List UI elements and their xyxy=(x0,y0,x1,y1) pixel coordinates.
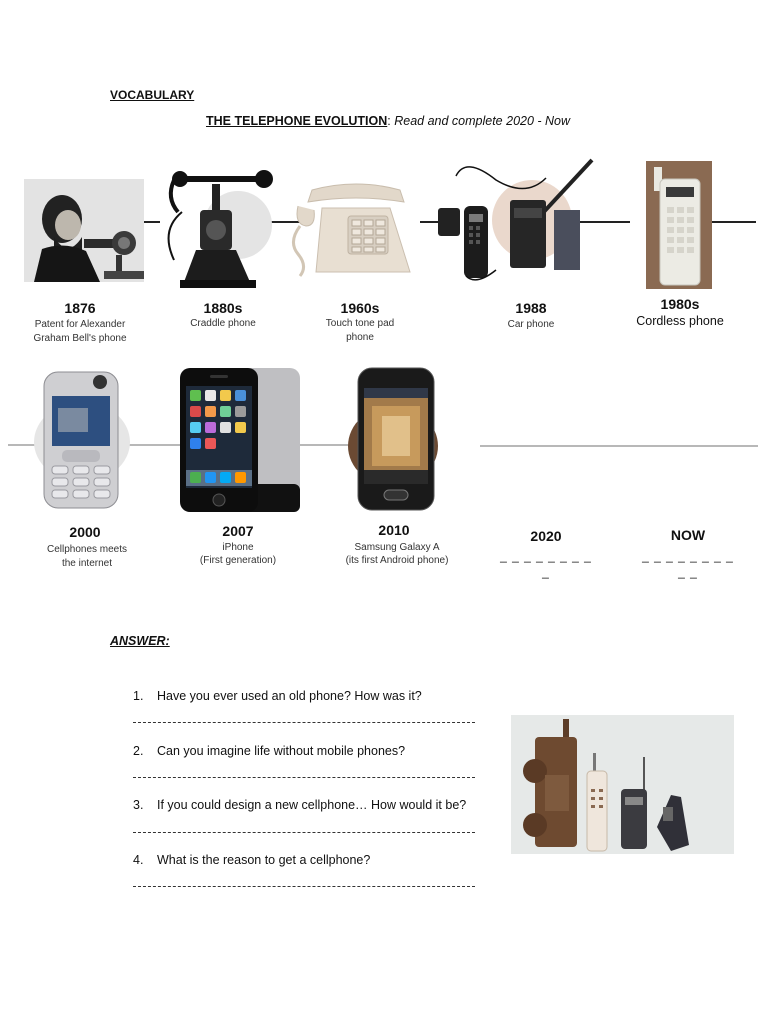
answer-heading: ANSWER: xyxy=(110,634,170,648)
blank-now-line1: _ _ _ _ _ _ _ _ xyxy=(642,549,734,563)
question-3 xyxy=(133,798,466,812)
question-4-number: 4. xyxy=(133,853,144,867)
desc-2010-line1: Samsung Galaxy A xyxy=(354,542,440,553)
year-1876: 1876 xyxy=(64,300,96,316)
answer-line-3[interactable] xyxy=(133,832,475,833)
question-1 xyxy=(133,689,422,703)
desc-1876-line1: Patent for Alexander xyxy=(34,319,126,330)
blank-now-line2: _ _ xyxy=(678,565,698,579)
desc-2010-line2: (its first Android phone) xyxy=(345,555,449,566)
subtitle-title: THE TELEPHONE EVOLUTION xyxy=(206,114,388,128)
iphone-photo xyxy=(178,366,302,514)
bell-phone-photo xyxy=(24,179,144,282)
desc-1980s: Cordless phone xyxy=(636,314,724,328)
desc-2000-line2: the internet xyxy=(61,558,113,569)
cordless-phone-photo xyxy=(646,161,712,289)
samsung-galaxy-photo xyxy=(348,366,438,512)
year-1880s: 1880s xyxy=(203,300,243,316)
year-2010: 2010 xyxy=(378,522,410,538)
old-phones-photo xyxy=(511,715,734,854)
timeline-row2-line xyxy=(128,444,180,446)
desc-2007-line1: iPhone xyxy=(222,542,254,553)
question-2-text: Can you imagine life without mobile phones? xyxy=(157,744,406,758)
year-2020: 2020 xyxy=(530,528,562,544)
year-2000: 2000 xyxy=(69,524,101,540)
touch-tone-phone-photo xyxy=(286,180,420,280)
question-2-number: 2. xyxy=(133,744,144,758)
subtitle-colon: : xyxy=(387,114,391,128)
timeline-row2-line xyxy=(480,445,758,447)
desc-1876-line2: Graham Bell's phone xyxy=(33,333,127,344)
desc-1988: Car phone xyxy=(507,319,555,330)
desc-2007-line2: (First generation) xyxy=(199,555,277,566)
question-2 xyxy=(133,744,405,758)
desc-1960s-line2: phone xyxy=(346,332,374,343)
blank-2020-line1: _ _ _ _ _ _ _ _ xyxy=(500,549,592,563)
page-subtitle xyxy=(206,114,570,128)
question-3-text: If you could design a new cellphone… How would it be? xyxy=(157,798,467,812)
timeline-row1-line xyxy=(710,221,756,223)
question-4-text: What is the reason to get a cellphone? xyxy=(157,853,371,867)
question-1-number: 1. xyxy=(133,689,144,703)
cradle-phone-photo xyxy=(160,170,278,292)
year-1960s: 1960s xyxy=(340,300,380,316)
question-1-text: Have you ever used an old phone? How was it? xyxy=(157,689,422,703)
timeline-row2-line xyxy=(300,444,352,446)
answer-line-1[interactable] xyxy=(133,722,475,723)
year-now: NOW xyxy=(670,527,706,543)
desc-1960s-line1: Touch tone pad xyxy=(325,318,395,329)
desc-2000-line1: Cellphones meets xyxy=(46,544,128,555)
car-phone-photo xyxy=(436,158,594,288)
question-3-number: 3. xyxy=(133,798,144,812)
vocabulary-heading: VOCABULARY xyxy=(110,88,195,102)
answer-line-2[interactable] xyxy=(133,777,475,778)
desc-1880s: Craddle phone xyxy=(190,318,256,329)
subtitle-instruction: Read and complete 2020 - Now xyxy=(394,114,571,128)
year-2007: 2007 xyxy=(222,523,254,539)
blank-2020-line2: _ xyxy=(542,565,550,579)
nokia-phone-photo xyxy=(34,368,130,512)
year-1980s: 1980s xyxy=(660,296,700,312)
year-1988: 1988 xyxy=(515,300,547,316)
question-4 xyxy=(133,853,370,867)
answer-line-4[interactable] xyxy=(133,886,475,887)
